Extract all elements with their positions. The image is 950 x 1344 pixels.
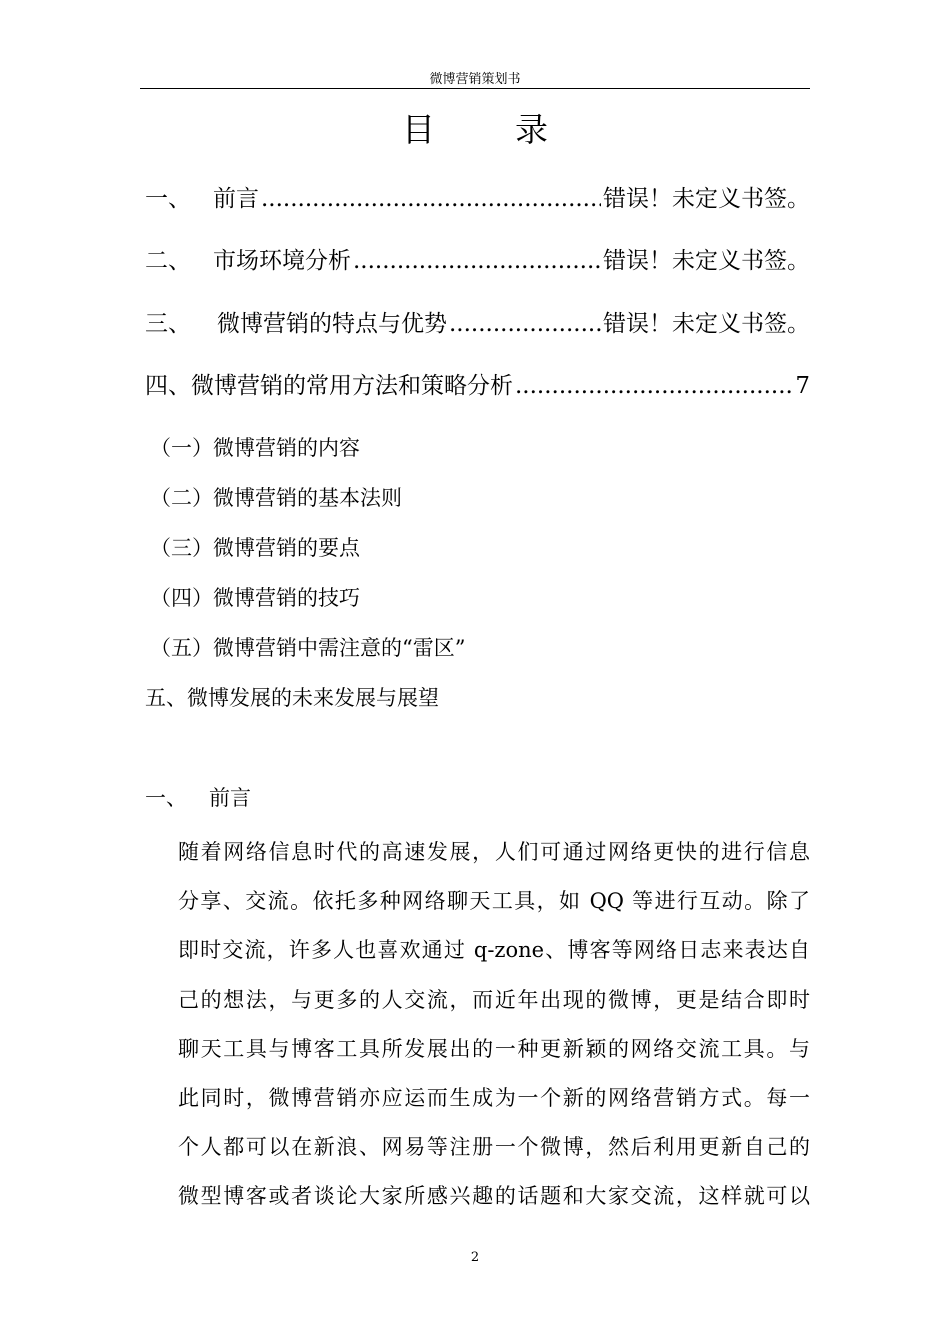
body-line: 个人都可以在新浪、网易等注册一个微博，然后利用更新自己的 [178,1135,810,1160]
page-number: 2 [470,1250,480,1265]
section-title: 前言 [209,786,251,810]
body-line: 分享、交流。依托多种网络聊天工具，如 QQ 等进行互动。除了 [178,889,810,914]
toc-sub-entry[interactable]: （二）微博营销的基本法则 [150,486,402,510]
body-line: 聊天工具与博客工具所发展出的一种更新颖的网络交流工具。与 [178,1036,810,1061]
toc-entry-page: 7 [795,373,810,399]
toc-dot-leader [261,186,601,212]
section-number: 一、 [145,786,187,810]
toc-sub-entry[interactable]: （一）微博营销的内容 [150,436,360,460]
toc-entry-4[interactable] [145,367,810,400]
toc-sub-entry[interactable]: （三）微博营销的要点 [150,536,360,560]
toc-entry-page: 错误！未定义书签。 [603,311,810,337]
body-line: 即时交流，许多人也喜欢通过 q-zone、博客等网络日志来表达自 [178,938,810,963]
body-line: 微型博客或者谈论大家所感兴趣的话题和大家交流，这样就可以 [178,1184,810,1209]
toc-dot-leader [515,373,793,399]
toc-entry-number: 四、 [145,373,191,399]
toc-entry-3[interactable] [145,305,810,338]
toc-entry-number: 二、 [145,248,191,274]
toc-entry-2[interactable] [145,242,810,275]
toc-sub-entry[interactable]: （五）微博营销中需注意的“雷区” [150,636,466,660]
toc-entry-label: 前言 [213,186,259,212]
body-line: 己的想法，与更多的人交流，而近年出现的微博，更是结合即时 [178,987,810,1012]
toc-entry-1[interactable] [145,180,810,213]
toc-dot-leader [353,248,601,274]
toc-entry-label: 微博营销的特点与优势 [217,311,447,337]
toc-entry-label: 市场环境分析 [213,248,351,274]
header-rule [140,88,810,89]
toc-dot-leader [449,311,601,337]
toc-entry-page: 错误！未定义书签。 [603,248,810,274]
body-line: 此同时，微博营销亦应运而生成为一个新的网络营销方式。每一 [178,1086,810,1111]
toc-last-entry[interactable]: 五、微博发展的未来发展与展望 [145,686,439,710]
toc-entry-page: 错误！未定义书签。 [603,186,810,212]
toc-entry-number: 三、 [145,311,191,337]
toc-entry-number: 一、 [145,186,191,212]
running-header: 微博营销策划书 [429,72,521,87]
toc-sub-entry[interactable]: （四）微博营销的技巧 [150,586,360,610]
section-body [178,828,810,1222]
toc-entry-label: 微博营销的常用方法和策略分析 [191,373,513,399]
section-heading [145,782,251,812]
body-line: 随着网络信息时代的高速发展，人们可通过网络更快的进行信息 [178,840,810,864]
toc-title: 目录 [402,110,628,149]
